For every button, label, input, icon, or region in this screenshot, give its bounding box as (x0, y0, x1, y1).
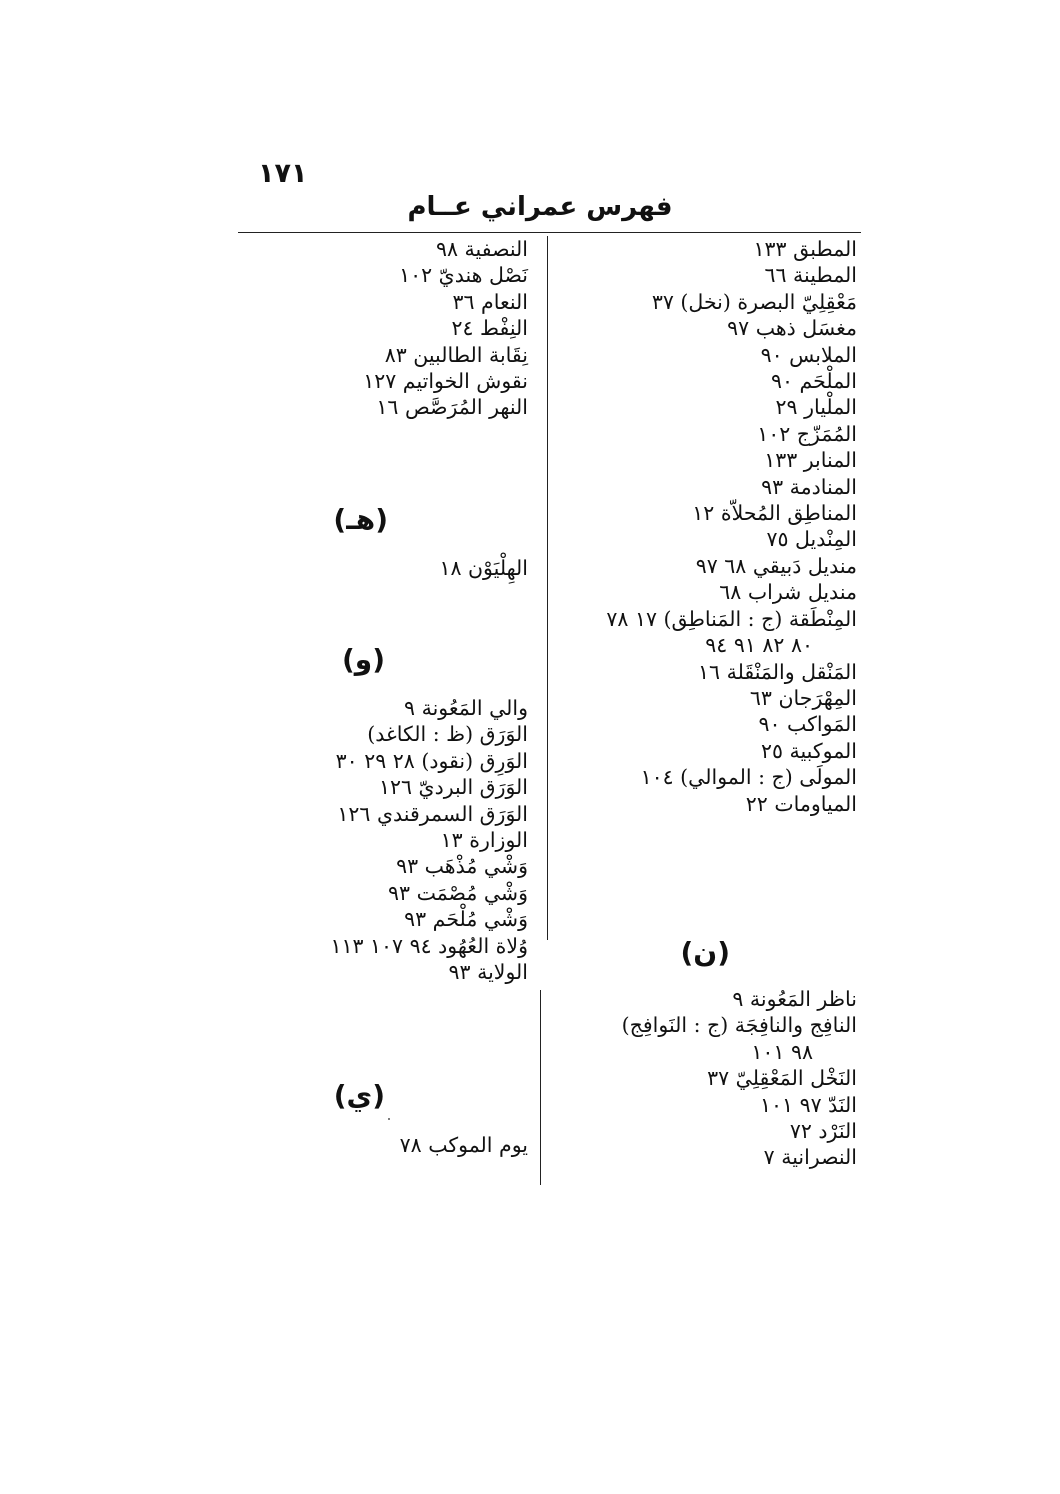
index-entry: المِنْطَقة (ج : المَناطِق) ١٧ ٧٨ (606, 606, 857, 631)
waw-section-list (330, 695, 528, 985)
index-entry: النَدّ ٩٧ ١٠١ (759, 1092, 857, 1117)
index-entry: المِنْديل ٧٥ (766, 527, 857, 552)
ha-section-list (439, 555, 528, 581)
page-title: فهرس عمراني عــام (407, 192, 673, 222)
index-entry: الوَرَق السمرقندي ١٢٦ (337, 801, 528, 826)
index-entry: الولاية ٩٣ (448, 960, 528, 985)
index-entry: الوَرَق (ظ : الكاغد) (367, 722, 528, 747)
index-entry: المنادمة ٩٣ (761, 474, 857, 499)
index-entry: منديل شراب ٦٨ (719, 580, 857, 605)
index-entry: المنابر ١٣٣ (764, 448, 857, 473)
index-entry: المِهْرَجان ٦٣ (749, 685, 857, 710)
index-entry: نَصْل هنديّ ١٠٢ (399, 263, 528, 288)
column-divider-bottom (540, 990, 541, 1185)
index-entry: النافِج والنافِجَة (ج : النَوافِج) (621, 1013, 857, 1038)
index-entry: مَعْقِلِيّ البصرة (نخل) ٣٧ (651, 289, 857, 314)
index-entry: المطينة ٦٦ (764, 263, 857, 288)
right-column-index (606, 236, 857, 817)
index-entry: والي المَعُونة ٩ (404, 696, 528, 720)
title-rule (238, 232, 861, 233)
index-entry: الهِلْيَوْن ١٨ (439, 556, 528, 580)
left-column-index (363, 236, 528, 421)
index-entry: المُمَزّج ١٠٢ (757, 421, 857, 446)
index-entry: منديل دَبيقي ٦٨ ٩٧ (695, 553, 857, 578)
index-entry: النِفْط ٢٤ (451, 316, 528, 341)
index-entry: نِقَابة الطالبين ٨٣ (384, 342, 528, 367)
index-entry: وُلاة العُهُود ٩٤ ١٠٧ ١١٣ (330, 933, 528, 958)
index-entry: الوَرِق (نقود) ٢٨ ٢٩ ٣٠ (335, 748, 528, 773)
page-number: ١٧١ (258, 158, 308, 189)
section-heading-ha: (هـ) (333, 503, 388, 536)
index-entry: الملابس ٩٠ (760, 342, 857, 367)
index-entry: النعام ٣٦ (452, 289, 528, 314)
index-entry: النهر المُرَصَّص ١٦ (376, 395, 528, 420)
index-entry: ناظر المَعُونة ٩ (732, 987, 857, 1011)
section-heading-ya: (ي) (333, 1079, 385, 1112)
index-entry: النصرانية ٧ (763, 1145, 857, 1170)
print-speck (388, 1118, 390, 1120)
index-entry: مغسَل ذهب ٩٧ (727, 316, 857, 341)
index-entry: المولَى (ج : الموالي) ١٠٤ (640, 765, 857, 790)
index-entry: نقوش الخواتيم ١٢٧ (363, 369, 528, 394)
index-entry-continuation: ٩٨ ١٠١ (751, 1039, 813, 1064)
column-divider-top (547, 236, 548, 940)
index-entry: النَرْد ٧٢ (789, 1119, 857, 1144)
index-entry-continuation: ٨٠ ٨٢ ٩١ ٩٤ (705, 633, 813, 658)
index-entry: الملْيار ٢٩ (775, 395, 857, 420)
index-entry: المناطِق المُحلاّة ١٢ (692, 501, 857, 526)
nun-section-list (622, 986, 857, 1171)
index-entry: الوَرَق البرديّ ١٢٦ (378, 775, 528, 800)
index-entry: النصفية ٩٨ (436, 237, 528, 261)
index-entry: وَشْي مُلْحَم ٩٣ (404, 907, 528, 932)
index-entry: الوزارة ١٣ (440, 828, 528, 853)
index-entry: الموكبية ٢٥ (760, 738, 857, 763)
section-heading-waw: (و) (342, 643, 385, 676)
index-entry: المياومات ٢٢ (745, 791, 857, 816)
index-entry: وَشْي مُذْهَب ٩٣ (396, 854, 528, 879)
index-entry: المطبق ١٣٣ (753, 237, 857, 261)
index-entry: وَشْي مُصْمَت ٩٣ (388, 880, 528, 905)
ya-section-list (400, 1132, 528, 1158)
index-entry: المَنْقل والمَنْقَلة ١٦ (698, 659, 857, 684)
index-entry: المَواكب ٩٠ (758, 712, 857, 737)
section-heading-nun: (ن) (680, 936, 730, 969)
index-entry: يوم الموكب ٧٨ (399, 1133, 528, 1157)
index-entry: الملْحَم ٩٠ (770, 369, 857, 394)
index-entry: النَخْل المَعْقِلِيّ ٣٧ (707, 1066, 857, 1091)
